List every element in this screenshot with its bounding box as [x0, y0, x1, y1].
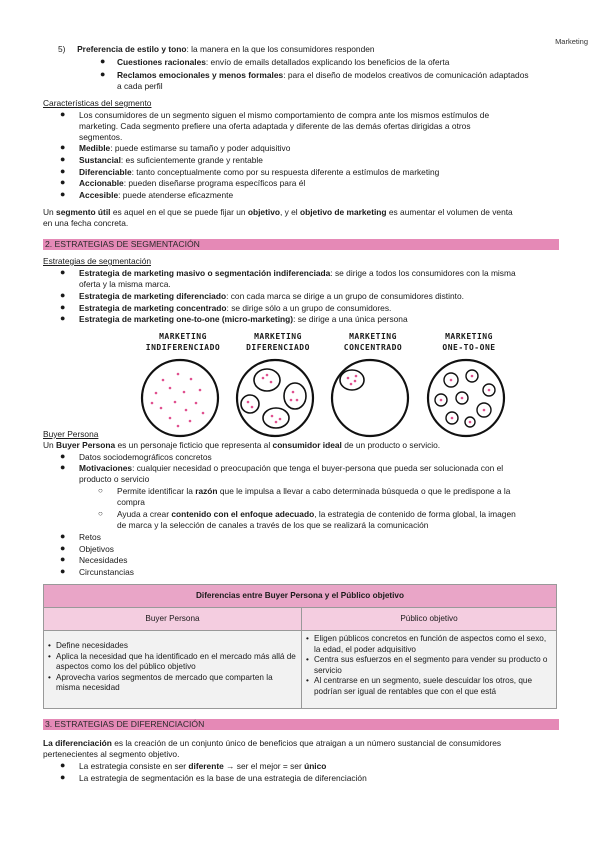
buyer-sub-contenido-cont: de marca y la selección de canales a través de los que se realizará la comunicación: [117, 520, 429, 530]
comparison-table: [43, 584, 557, 709]
bullet-dot: ●: [60, 531, 66, 541]
bullet-dot: ●: [60, 166, 66, 176]
market-segments-icon: [223, 358, 333, 438]
diferenciacion-item-1: La estrategia consiste en ser diferente → ser el mejor = ser único: [79, 761, 327, 771]
table-cell-publico-objetivo: [302, 631, 557, 709]
caracteristicas-title: Características del segmento: [43, 98, 152, 108]
bullet-dot: ●: [60, 313, 66, 323]
diferenciacion-item-2: La estrategia de segmentación es la base de una estrategia de diferenciación: [79, 773, 367, 783]
estrategia-one-to-one: Estrategia de marketing one-to-one (micro-marketing): se dirige a una única persona: [79, 314, 408, 324]
bullet-dot: ●: [60, 462, 66, 472]
bullet-dot: ●: [60, 772, 66, 782]
item5-number: 5): [58, 44, 66, 54]
item5-rest: : la manera en la que los consumidores responden: [186, 44, 375, 54]
bullet-dot: ●: [60, 189, 66, 199]
segmento-util-cont: en una fecha concreta.: [43, 218, 129, 228]
buyer-persona-title: Buyer Persona: [43, 429, 99, 439]
table-title: Diferencias entre Buyer Persona y el Público objetivo: [44, 585, 557, 608]
item5-title: Preferencia de estilo y tono: [77, 44, 187, 54]
caracteristica-medible: Medible: puede estimarse su tamaño y poder adquisitivo: [79, 143, 291, 153]
caracteristicas-intro-3: segmentos.: [79, 132, 123, 142]
bullet-dot: ●: [60, 566, 66, 576]
bullet-dot: ●: [100, 69, 106, 79]
buyer-motivaciones-cont: producto o servicio: [79, 474, 150, 484]
market-circle-icon: [128, 358, 238, 438]
estrategia-concentrado: Estrategia de marketing concentrado: se dirige sólo a un grupo de consumidores.: [79, 303, 392, 313]
bullet-circle: ○: [98, 486, 103, 495]
list-item: • Centra sus esfuerzos en el segmento para vender su producto o servicio: [306, 655, 552, 676]
list-item: • Aplica la necesidad que ha identificado en el mercado más allá de aspectos como los del público objetivo: [48, 652, 297, 673]
section-2-header: 2. ESTRATEGIAS DE SEGMENTACIÓN: [43, 239, 559, 250]
bullet-dot: ●: [60, 142, 66, 152]
list-item: • Al centrarse en un segmento, suele descuidar los otros, que podrían ser igual de rentables que con el que está: [306, 676, 552, 697]
buyer-persona-definition: Un Buyer Persona es un personaje ficticio que representa al consumidor ideal de un producto o servicio.: [43, 440, 441, 450]
diagram-diferenciado: MARKETING DIFERENCIADO: [223, 326, 333, 438]
diferenciacion-definition: La diferenciación es la creación de un conjunto único de beneficios que atraigan a un número sustancial de consumidores: [43, 738, 502, 748]
list-item: • Define necesidades: [48, 641, 297, 652]
bullet-dot: ●: [60, 554, 66, 564]
buyer-sub-contenido: Ayuda a crear contenido con el enfoque adecuado, la estrategia de contenido de forma global, la imagen: [117, 509, 516, 519]
caracteristica-sustancial: Sustancial: es suficientemente grande y rentable: [79, 155, 263, 165]
estrategia-masivo-cont: oferta y la misma marca.: [79, 279, 171, 289]
table-cell-buyer-persona: [44, 631, 302, 709]
diagram-indiferenciado: MARKETING INDIFERENCIADO: [128, 326, 238, 438]
bullet-dot: ●: [100, 56, 106, 66]
buyer-datos: Datos sociodemográficos concretos: [79, 452, 212, 462]
bullet-dot: ●: [60, 451, 66, 461]
table-col-buyer-persona: Buyer Persona: [44, 608, 302, 631]
item5-line: [58, 44, 375, 55]
bullet-dot: ●: [60, 267, 66, 277]
estrategia-masivo: Estrategia de marketing masivo o segmentación indiferenciada: se dirige a todos los consumidores con la misma: [79, 268, 516, 278]
buyer-necesidades: Necesidades: [79, 555, 128, 565]
buyer-sub-razon-cont: compra: [117, 497, 145, 507]
item5-sub2-cont: a cada perfil: [117, 81, 163, 91]
diferenciacion-definition-cont: pertenecientes al segmento objetivo.: [43, 749, 180, 759]
running-header: Marketing: [555, 37, 588, 46]
item5-sub2: Reclamos emocionales y menos formales: para el diseño de modelos creativos de comunicación adaptados: [117, 70, 529, 80]
bullet-dot: ●: [60, 302, 66, 312]
item5-sub1: Cuestiones racionales: envío de emails detallados explicando los beneficios de la oferta: [117, 57, 450, 67]
bullet-dot: ●: [60, 109, 66, 119]
buyer-motivaciones: Motivaciones: cualquier necesidad o preocupación que tenga el buyer-persona que pueda ser solucionada con el: [79, 463, 504, 473]
market-concentrated-icon: [318, 358, 428, 438]
caracteristica-diferenciable: Diferenciable: tanto conceptualmente como por su respuesta diferente a estímulos de marketing: [79, 167, 440, 177]
buyer-retos: Retos: [79, 532, 101, 542]
list-item: • Aprovecha varios segmentos de mercado que comparten la misma necesidad: [48, 673, 297, 694]
market-individuals-icon: [414, 358, 524, 438]
bullet-dot: ●: [60, 154, 66, 164]
buyer-circunstancias: Circunstancias: [79, 567, 134, 577]
bullet-circle: ○: [98, 509, 103, 518]
bullet-dot: ●: [60, 290, 66, 300]
buyer-objetivos: Objetivos: [79, 544, 114, 554]
section-3-header: 3. ESTRATEGIAS DE DIFERENCIACIÓN: [43, 719, 559, 730]
caracteristica-accionable: Accionable: pueden diseñarse programa específicos para él: [79, 178, 306, 188]
bullet-dot: ●: [60, 760, 66, 770]
buyer-sub-razon: Permite identificar la razón que le impulsa a llevar a cabo determinada búsqueda o que le predispone a la: [117, 486, 511, 496]
table-col-publico-objetivo: Público objetivo: [302, 608, 557, 631]
caracteristica-accesible: Accesible: puede atenderse eficazmente: [79, 190, 234, 200]
bullet-dot: ●: [60, 177, 66, 187]
diagram-one-to-one: MARKETING ONE-TO-ONE: [414, 326, 524, 438]
caracteristicas-intro-2: marketing. Cada segmento prefiere una oferta adaptada y diferente de las demás ofertas dirigidas a otros: [79, 121, 471, 131]
list-item: • Eligen públicos concretos en función de aspectos como el sexo, la edad, el poder adquisitivo: [306, 634, 552, 655]
diagram-concentrado: MARKETING CONCENTRADO: [318, 326, 428, 438]
estrategias-subtitle: Estrategias de segmentación: [43, 256, 152, 266]
bullet-dot: ●: [60, 543, 66, 553]
segmento-util-paragraph: Un segmento útil es aquel en el que se puede fijar un objetivo, y el objetivo de marketing es aumentar el volumen de venta: [43, 207, 513, 217]
caracteristicas-intro-1: Los consumidores de un segmento siguen el mismo comportamiento de compra ante los mismos estímulos de: [79, 110, 490, 120]
estrategia-diferenciado: Estrategia de marketing diferenciado: con cada marca se dirige a un grupo de consumidores distinto.: [79, 291, 464, 301]
